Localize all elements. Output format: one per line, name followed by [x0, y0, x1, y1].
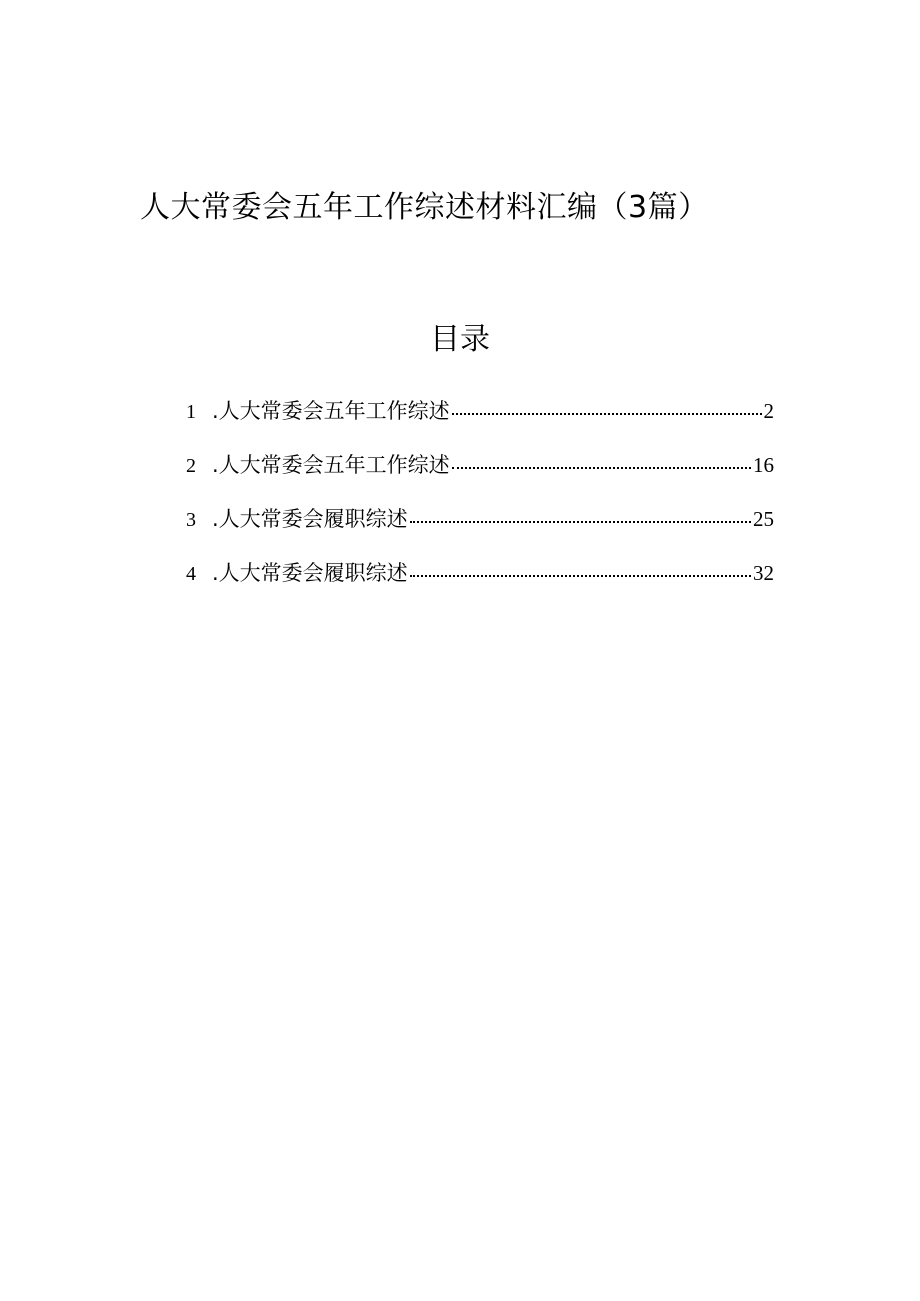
toc-dot-leader — [452, 413, 762, 415]
toc-entry-page: 25 — [753, 507, 774, 531]
toc-entry-page: 2 — [763, 399, 774, 423]
toc-heading: 目录 — [430, 322, 490, 357]
document-title: 人大常委会五年工作综述材料汇编（3篇） — [140, 190, 709, 225]
toc-entry-number: 4 — [186, 563, 196, 585]
table-of-contents — [186, 396, 774, 612]
toc-entry-text: .人大常委会五年工作综述 — [212, 453, 450, 477]
toc-entry-text: .人大常委会履职综述 — [212, 561, 408, 585]
toc-entry-number: 2 — [186, 455, 196, 477]
toc-entry-page: 32 — [753, 561, 774, 585]
toc-entry-page: 16 — [753, 453, 774, 477]
toc-entry-2[interactable] — [186, 450, 774, 504]
toc-entry-text: .人大常委会五年工作综述 — [212, 399, 450, 423]
toc-entry-text: .人大常委会履职综述 — [212, 507, 408, 531]
toc-entry-number: 1 — [186, 401, 196, 423]
toc-dot-leader — [410, 575, 751, 577]
toc-entry-1[interactable] — [186, 396, 774, 450]
toc-dot-leader — [452, 467, 751, 469]
toc-dot-leader — [410, 521, 751, 523]
toc-entry-number: 3 — [186, 509, 196, 531]
toc-entry-4[interactable] — [186, 558, 774, 612]
toc-entry-3[interactable] — [186, 504, 774, 558]
